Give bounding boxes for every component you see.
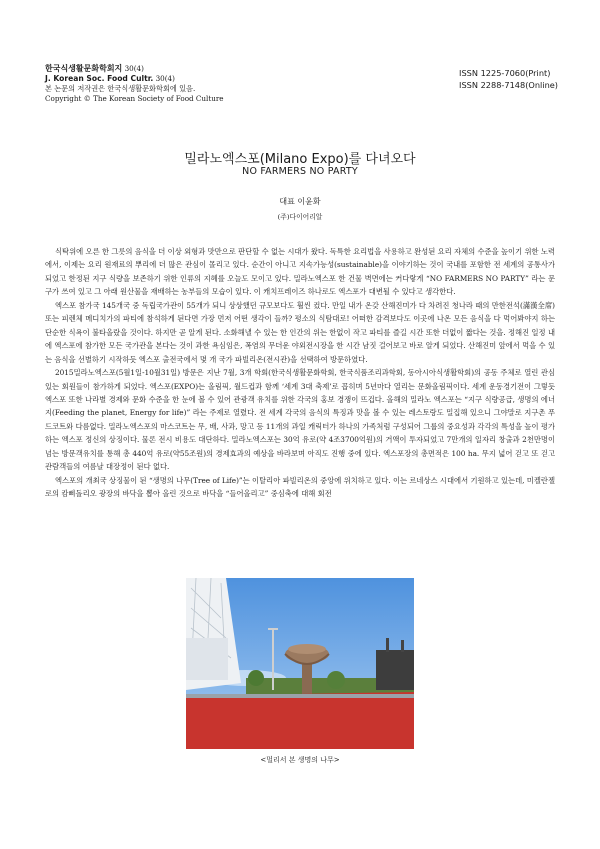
article-body [45,245,555,501]
article-subtitle: NO FARMERS NO PARTY [242,166,358,177]
article-title: 밀라노엑스포(Milano Expo)를 다녀오다 [184,152,416,167]
paragraph: 2015밀라노엑스포(5월1일-10월31일) 방문은 지난 7월, 3개 학회(한국식생활문화학회, 한국식품조리과학회, 동아시아식생활학회)의 공동 주체로 열린 관심 있는 회원들이 참가하게 되었다. 엑스포(EXPO)는 올림픽, 월드컵과 함께 ‘세계 3대 축제’로 꼽히며 5년마다 열리는 문화올림픽이다. 세계 운동경기전이 그렇듯 엑스포 또한 나라별 경제와 문화 수준을 한 눈에 볼 수 있어 관광객 유치를 위한 각국의 홍보 경쟁이 뜨겁다. 올해의 밀라노 엑스포는 “지구 식량공급, 생명의 에너지(Feeding the planet, Energy for life)” 라는 주제로 열렸다. 전 세계 각국의 음식의 특징과 맛을 볼 수 있는 레스토랑도 밀집해 있으니 그야말로 지구촌 푸드코트와 다름없다. 밀라노엑스포의 마스코트는 무, 배, 사과, 망고 등 11개의 과일 캐릭터가 하나의 가족처럼 구성되어 그룹의 중요성과 각각의 특성을 높이 평가하는 엑스포 정신의 상징이다. 물론 전시 비용도 대단하다. 밀라노엑스포는 30억 유로(약 4조3700억원)의 거액이 투자되었고 7만개의 일자리 창출과 2천만명이 넘는 방문객유치를 통해 총 440억 유로(약55조원)의 경제효과의 예상을 바라보며 아직도 진행 중에 있다. 엑스포장의 총면적은 100 ha. 무지 넓어 걷고 또 걷고 관람객들의 여름날 대장정이 된다 없다. [45,368,555,472]
journal-name-ko-line [45,64,224,74]
copyright-notice: 본 논문의 저작권은 한국식생활문화학회에 있음. [45,84,196,93]
right-structure [376,650,414,690]
issn-print: ISSN 1225-7060(Print) [459,68,551,78]
red-plaza [186,692,414,749]
tree-of-life-photo [186,578,414,749]
journal-volume-ko: 30(4) [124,64,144,73]
author-affiliation: (주)다이어리알 [277,213,323,221]
photo-illustration [186,578,414,749]
issn-block [459,67,558,91]
photo-caption: <멀리서 본 생명의 나무> [260,756,340,764]
issn-online: ISSN 2288-7148(Online) [459,80,558,90]
journal-name-ko: 한국식생활문화학회지 [45,64,123,73]
journal-header [45,64,224,104]
journal-name-en-line [45,74,224,84]
paragraph: 엑스포 참가국 145개국 중 독립국가관이 55개가 되니 상상했던 규모보다도 훨씬 컸다. 만일 내가 온갖 산해진미가 다 차려진 청나라 때의 만한전석(滿漢全席) 또는 피렌체 메디치가의 파티에 참석하게 된다면 가장 먼저 어떤 생각이 들까? 평소의 식탐대로! 어떠한 감격보다도 이곳에 나온 모든 음식을 다 먹어봐야지 하는 단순한 식욕이 불타올랐을 것이다. 하지만 곧 알게 된다. 소화해낼 수 있는 한 인간의 위는 한없이 작고 파티를 즐길 시간 또한 더없이 짧다는 것을. 정해진 일정 내에 엑스포에 참가한 모든 국가관을 본다는 것이 과한 욕심임은, 폭염의 무더운 야외전시장을 한 시간 남짓 걸어보고 바로 알게 되었다. 산해진미 앞에서 먹을 수 있는 음식을 선별하기 시작하듯 엑스포 출전국에서 몇 개 국가 파빌리온(전시관)을 선택하여 방문하였다. [45,300,555,364]
paragraph: 식탁위에 오른 한 그릇의 음식을 더 이상 외형과 맛만으로 판단할 수 없는 시대가 왔다. 독특한 요리법을 사용하고 완성된 요리 자체의 수준을 높이기 위한 노력에서, 이제는 요리 원재료의 뿌리에 더 많은 관심이 몰리고 있다. 순간이 아니고 지속가능성(sustainable)을 이야기하는 것이 국내를 포함한 전 세계의 공통사가 되었고 한정된 지구 식량을 보존하기 위한 인류의 지혜를 오늘도 모이고 있다. 밀라노엑스포 한 건물 벽면에는 커다랗게 “NO FARMERS NO PARTY” 라는 문구가 쓰여 있고 그 아래 원산물을 재배하는 농부들의 모습이 있다. 이 캐치프레이즈 하나로도 엑스포가 대변될 수 있다고 생각한다. [45,247,555,297]
journal-name-en: J. Korean Soc. Food Cultr. [45,74,154,83]
author-name: 대표 이윤화 [279,197,321,206]
copyright-line: Copyright © The Korean Society of Food Culture [45,94,224,103]
journal-volume-en: 30(4) [155,74,175,83]
paragraph: 엑스포의 개최국 상징물이 된 “생명의 나무(Tree of Life)”는 이탈리아 파빌리온의 중앙에 위치하고 있다. 이는 르네상스 시대에서 기원하고 있는데, 미켈란젤로의 캄삐돌리오 광장의 바닥을 뽑아 올린 것으로 바닥을 “들어올리고” 중심축에 대해 회전 [45,475,555,499]
